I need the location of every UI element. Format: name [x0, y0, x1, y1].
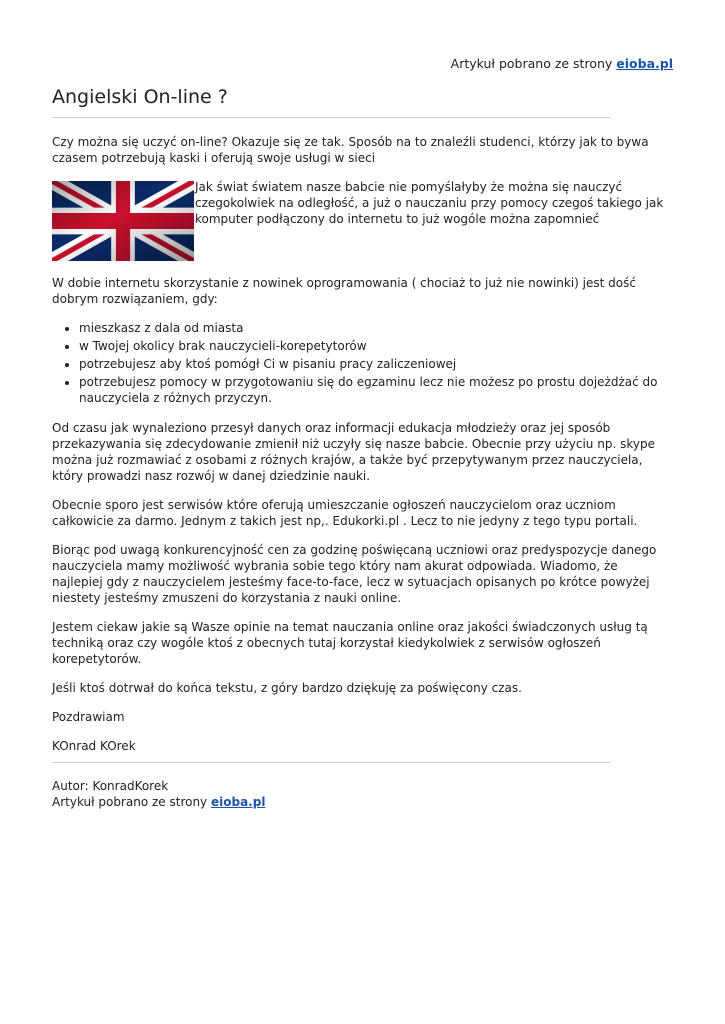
author-line: Autor: KonradKorek	[52, 779, 169, 793]
header-source	[451, 56, 673, 71]
article-title: Angielski On-line ?	[52, 86, 228, 108]
header-source-prefix: Artykuł pobrano ze strony	[450, 56, 613, 71]
title-divider	[52, 117, 610, 118]
header-source-link[interactable]: eioba.pl	[616, 56, 673, 71]
footer-source	[52, 794, 265, 810]
flag-block	[52, 179, 672, 261]
body-paragraph: Jestem ciekaw jakie są Wasze opinie na temat nauczania online oraz jakości świadczonych usług tą techniką oraz czy wogóle ktoś z obecnych tutaj korzystał kiedykolwiek z serwisów ogłoszeń korepetytorów.	[52, 620, 648, 666]
body-paragraph: Od czasu jak wynaleziono przesył danych oraz informacji edukacja młodzieży oraz jej sposób przekazywania się zdecydowanie zmienił niż uczyły się nasze babcie. Obecnie przy użyciu np. skype można już rozmawiać z osobami z różnych krajów, a także być przepytywanym przez nauczyciela, który prowadzi nasz rozwój w danej dziedzinie nauki.	[52, 421, 655, 483]
footer-source-prefix: Artykuł pobrano ze strony	[52, 795, 208, 809]
article-body	[52, 134, 672, 767]
body-paragraph: Obecnie sporo jest serwisów które oferują umieszczanie ogłoszeń nauczycielom oraz uczniom całkowicie za darmo. Jednym z takich jest np,. Edukorki.pl . Lecz to nie jedyny z tego typu portali.	[52, 498, 638, 528]
body-paragraph: Biorąc pod uwagą konkurencyjność cen za godzinę poświęcaną uczniowi oraz predyspozycje danego nauczyciela mamy możliwość wybrania sobie tego który nam akurat odpowiada. Wiadomo, że najlepiej gdy z nauczycielem jesteśmy face-to-face, lecz w sytuacjach opisanych po krótce powyżej niestety jesteśmy zmuszeni do korzystania z nauki online.	[52, 543, 657, 605]
greeting: Pozdrawiam	[52, 710, 125, 724]
list-item: • w Twojej okolicy brak nauczycieli-korepetytorów	[79, 338, 672, 354]
union-jack-flag-image	[52, 181, 194, 261]
body-paragraph: Jeśli ktoś dotrwał do końca tekstu, z góry bardzo dziękuję za poświęcony czas.	[52, 681, 522, 695]
flag-paragraph: Jak świat światem nasze babcie nie pomyślałyby że można się nauczyć czegokolwiek na odległość, a już o nauczaniu przy pomocy czegoś takiego jak komputer podłączony do internetu to już wogóle można zapomnieć	[195, 180, 664, 226]
signature: KOnrad KOrek	[52, 739, 136, 753]
list-lead-paragraph: W dobie internetu skorzystanie z nowinek oprogramowania ( chociaż to już nie nowinki) jest dość dobrym rozwiązaniem, gdy:	[52, 276, 636, 306]
footer	[52, 778, 265, 810]
footer-divider	[52, 762, 610, 763]
intro-paragraph: Czy można się uczyć on-line? Okazuje się ze tak. Sposób na to znaleźli studenci, którzy jak to bywa czasem potrzebują kaski i oferują swoje usługi w sieci	[52, 135, 649, 165]
footer-source-link[interactable]: eioba.pl	[210, 795, 266, 809]
reasons-list	[52, 320, 672, 406]
list-item: • potrzebujesz aby ktoś pomógł Ci w pisaniu pracy zaliczeniowej	[79, 356, 672, 372]
list-item: • potrzebujesz pomocy w przygotowaniu się do egzaminu lecz nie możesz po prostu dojeżdżać do nauczyciela z różnych przyczyn.	[79, 374, 672, 406]
list-item: • mieszkasz z dala od miasta	[79, 320, 672, 336]
